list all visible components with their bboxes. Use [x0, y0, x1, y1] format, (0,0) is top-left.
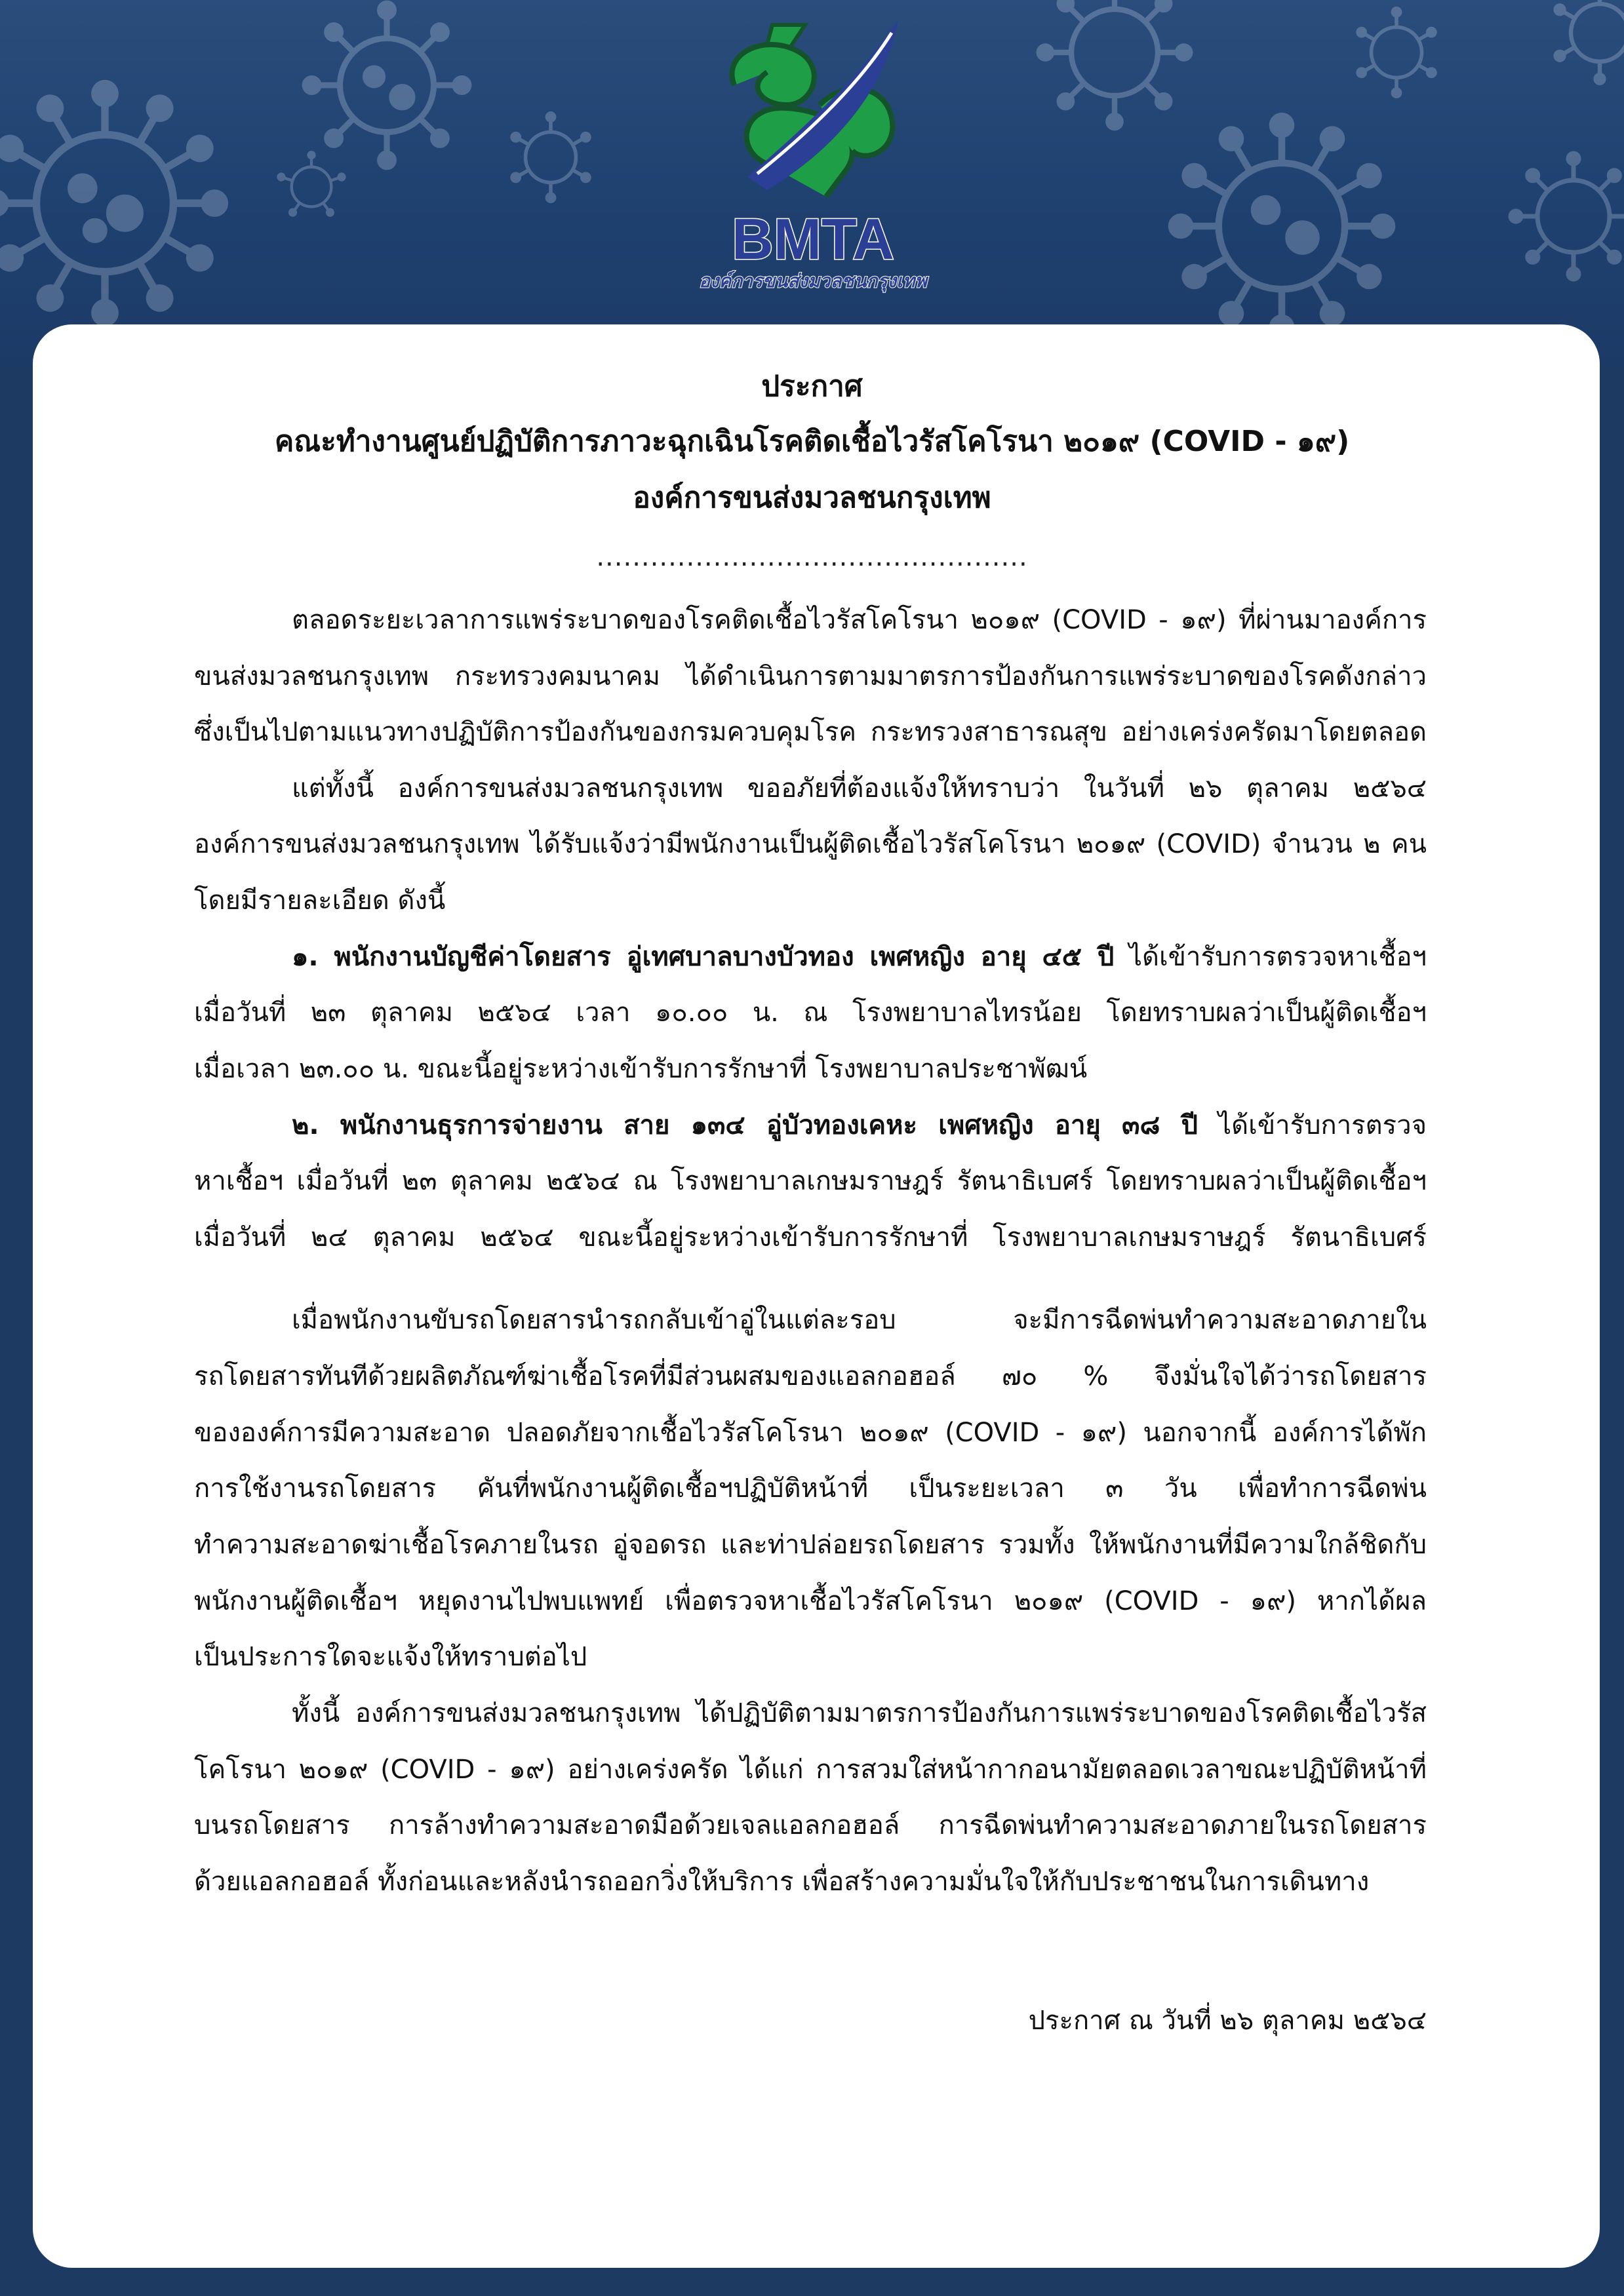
announcement-heading: ประกาศ	[761, 370, 863, 403]
case-1-text: ได้เข้ารับการตรวจหาเชื้อฯ	[1128, 942, 1427, 972]
paragraph-line: เป็นประการใดจะแจ้งให้ทราบต่อไป	[194, 1642, 587, 1672]
bmta-emblem-icon	[732, 20, 898, 197]
virus-illustration-icon	[1508, 151, 1624, 282]
separator-dots: ................................................	[596, 542, 1028, 572]
paragraph-line: บนรถโดยสาร การล้างทำความสะอาดมือด้วยเจลแอลกอฮอล์ การฉีดพ่นทำความสะอาดภายในรถโดยสาร	[194, 1810, 1427, 1840]
virus-illustration-icon	[1547, 0, 1624, 85]
case-item-2	[292, 1112, 1427, 1138]
organization-heading: องค์การขนส่งมวลชนกรุงเทพ	[633, 481, 991, 515]
paragraph-line: ทั้งนี้ องค์การขนส่งมวลชนกรุงเทพ ได้ปฏิบัติตามมาตรการป้องกันการแพร่ระบาดของโรคติดเชื้อไวรัส	[292, 1698, 1427, 1728]
paragraph-line: ขององค์การมีความสะอาด ปลอดภัยจากเชื้อไวรัสโคโรนา ๒๐๑๙ (COVID - ๑๙) นอกจากนี้ องค์การได้พัก	[194, 1418, 1427, 1448]
paragraph-line: โคโรนา ๒๐๑๙ (COVID - ๑๙) อย่างเคร่งครัด ได้แก่ การสวมใส่หน้ากากอนามัยตลอดเวลาขณะปฏิบัติหน้าที่	[194, 1755, 1427, 1785]
paragraph-line: เมื่อพนักงานขับรถโดยสารนำรถกลับเข้าอู่ในแต่ละรอบ จะมีการฉีดพ่นทำความสะอาดภายใน	[292, 1305, 1427, 1335]
bmta-logo	[695, 7, 931, 298]
paragraph-line: ตลอดระยะเวลาการแพร่ระบาดของโรคติดเชื้อไวรัสโคโรนา ๒๐๑๙ (COVID - ๑๙) ที่ผ่านมาองค์การ	[292, 605, 1427, 635]
paragraph-line: ทำความสะอาดฆ่าเชื้อโรคภายในรถ อู่จอดรถ และท่าปล่อยรถโดยสาร รวมทั้ง ให้พนักงานที่มีความใกล้ชิดกับ	[194, 1530, 1427, 1560]
virus-illustration-icon	[275, 151, 347, 223]
paragraph-line: พนักงานผู้ติดเชื้อฯ หยุดงานไปพบแพทย์ เพื่อตรวจหาเชื้อไวรัสโคโรนา ๒๐๑๙ (COVID - ๑๙) หากได้ผล	[194, 1586, 1427, 1616]
case-2-title: ๒. พนักงานธุรการจ่ายงาน สาย ๑๓๔ อู่บัวทองเคหะ เพศหญิง อายุ ๓๘ ปี	[292, 1110, 1198, 1140]
virus-illustration-icon	[1167, 111, 1396, 341]
paragraph-line: องค์การขนส่งมวลชนกรุงเทพ ได้รับแจ้งว่ามีพนักงานเป็นผู้ติดเชื้อไวรัสโคโรนา ๒๐๑๙ (COVID) จำนวน ๒ คน	[194, 829, 1427, 859]
paragraph-line: รถโดยสารทันทีด้วยผลิตภัณฑ์ฆ่าเชื้อโรคที่มีส่วนผสมของแอลกอฮอล์ ๗๐ % จึงมั่นใจได้ว่ารถโดยสาร	[194, 1361, 1427, 1391]
paragraph-line: เมื่อวันที่ ๒๓ ตุลาคม ๒๕๖๔ เวลา ๑๐.๐๐ น. ณ โรงพยาบาลไทรน้อย โดยทราบผลว่าเป็นผู้ติดเชื้อฯ	[194, 998, 1427, 1028]
paragraph-line: การใช้งานรถโดยสาร คันที่พนักงานผู้ติดเชื้อฯปฏิบัติหน้าที่ เป็นระยะเวลา ๓ วัน เพื่อทำการฉีดพ่น	[194, 1473, 1427, 1504]
logo-subtext: องค์การขนส่งมวลชนกรุงเทพ	[699, 270, 927, 292]
case-2-text: ได้เข้ารับการตรวจ	[1218, 1110, 1427, 1140]
case-item-1	[292, 944, 1427, 970]
paragraph-line: เมื่อเวลา ๒๓.๐๐ น. ขณะนี้อยู่ระหว่างเข้ารับการรักษาที่ โรงพยาบาลประชาพัฒน์	[194, 1054, 1088, 1084]
virus-illustration-icon	[505, 111, 597, 203]
paragraph-line: หาเชื้อฯ เมื่อวันที่ ๒๓ ตุลาคม ๒๕๖๔ ณ โรงพยาบาลเกษมราษฎร์ รัตนาธิเบศร์ โดยทราบผลว่าเป็นผู้ติดเชื้อฯ	[194, 1166, 1427, 1196]
paragraph-line: ซึ่งเป็นไปตามแนวทางปฏิบัติการป้องกันของกรมควบคุมโรค กระทรวงสาธารณสุข อย่างเคร่งครัดมาโดยตลอด	[194, 717, 1427, 747]
paragraph-line: แต่ทั้งนี้ องค์การขนส่งมวลชนกรุงเทพ ขออภัยที่ต้องแจ้งให้ทราบว่า ในวันที่ ๒๖ ตุลาคม ๒๕๖๔	[292, 773, 1427, 804]
paragraph-line: ด้วยแอลกอฮอล์ ทั้งก่อนและหลังนำรถออกวิ่งให้บริการ เพื่อสร้างความมั่นใจให้กับประชาชนในการเดินทาง	[194, 1867, 1370, 1897]
paragraph-line: เมื่อวันที่ ๒๔ ตุลาคม ๒๕๖๔ ขณะนี้อยู่ระหว่างเข้ารับการรักษาที่ โรงพยาบาลเกษมราษฎร์ รัตนาธิเบศร์	[194, 1222, 1427, 1253]
virus-illustration-icon	[1351, 7, 1442, 98]
virus-illustration-icon	[302, 0, 472, 170]
case-1-title: ๑. พนักงานบัญชีค่าโดยสาร อู่เทศบาลบางบัวทอง เพศหญิง อายุ ๔๕ ปี	[292, 942, 1115, 972]
logo-text: BMTA	[732, 206, 894, 271]
paragraph-line: ขนส่งมวลชนกรุงเทพ กระทรวงคมนาคม ได้ดำเนินการตามมาตรการป้องกันการแพร่ระบาดของโรคดังกล่าว	[194, 661, 1427, 691]
paragraph-line: โดยมีรายละเอียด ดังนี้	[194, 885, 446, 916]
announcement-date: ประกาศ ณ วันที่ ๒๖ ตุลาคม ๒๕๖๔	[1028, 2006, 1427, 2036]
virus-illustration-icon	[0, 79, 229, 328]
announcement-subheading: คณะทำงานศูนย์ปฏิบัติการภาวะฉุกเฉินโรคติดเชื้อไวรัสโคโรนา ๒๐๑๙ (COVID - ๑๙)	[274, 425, 1350, 458]
